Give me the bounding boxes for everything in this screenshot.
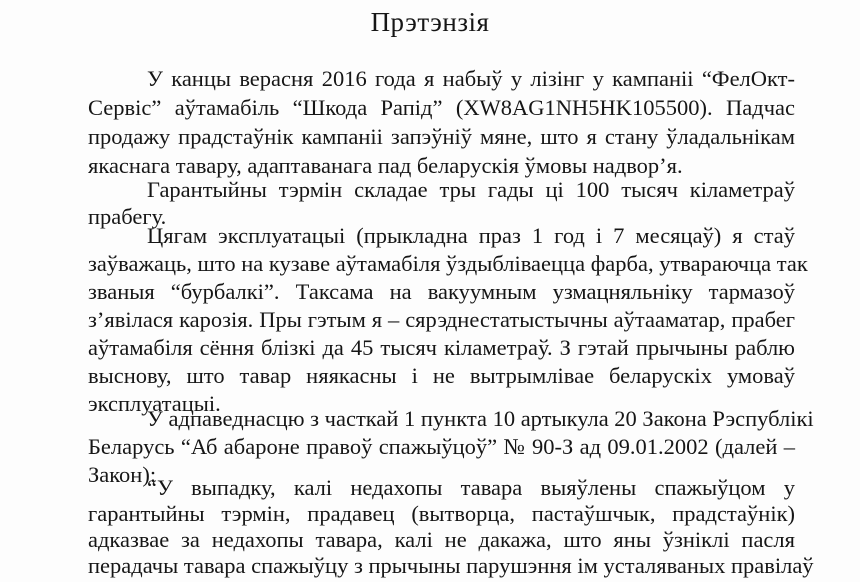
text-line: якаснага тавару, адаптаванага пад беларускія ўмовы надвор’я. xyxy=(88,153,683,178)
text-line: выснову, што тавар няякасны і не вытрымлівае беларускіх умоваў xyxy=(88,363,795,388)
text-line: гарантыйны тэрмін, прадавец (вытворца, пастаўшчык, прадстаўнік) xyxy=(88,501,795,526)
text-line: Цягам эксплуатацыі (прыкладна праз 1 год і 7 месяцаў) я стаў xyxy=(147,223,795,248)
text-line: аўтамабіля сёння блізкі да 45 тысяч кіламетраў. З гэтай прычыны раблю xyxy=(88,335,795,360)
text-line: У адпаведнасцю з часткай 1 пункта 10 артыкула 20 Закона Рэспублікі xyxy=(147,406,814,431)
text-line: адказвае за недахопы тавара, калі не дакажа, што яны ўзніклі пасля xyxy=(88,527,795,552)
text-line: заўважаць, што на кузаве аўтамабіля ўздыбліваецца фарба, утвараючца так xyxy=(88,251,808,276)
text-line: эксплуатацыі. xyxy=(88,391,221,416)
text-line: з’явілася карозія. Пры гэтым я – сярэднестатыстычны аўтааматар, прабег xyxy=(88,307,795,332)
text-line: Гарантыйны тэрмін складае тры гады ці 100 тысяч кіламетраў xyxy=(147,177,795,202)
text-line: перадачы тавара спажыўцу з прычыны парушэння ім усталяваных правілаў xyxy=(88,553,814,578)
text-line: прабегу. xyxy=(88,204,167,229)
text-line: Закон): xyxy=(88,462,157,487)
text-line: У канцы верасня 2016 года я набыў у лізінг у кампаніі “ФелОкт- xyxy=(147,66,795,91)
text-line: Беларусь “Аб абароне правоў спажыўцоў” № 90-З ад 09.01.2002 (далей – xyxy=(88,434,795,459)
text-line: “У выпадку, калі недахопы тавара выяўлены спажыўцом у xyxy=(147,475,795,500)
text-line: продажу прадстаўнік кампаніі запэўніў мяне, што я стану ўладальнікам xyxy=(88,124,795,149)
document-title: Прэтэнзія xyxy=(370,7,490,37)
text-line: званыя “бурбалкі”. Таксама на вакуумным узмацняльніку тармазоў xyxy=(88,279,795,304)
text-line: Сервіс” аўтамабіль “Шкода Рапід” (XW8AG1NH5HK105500). Падчас xyxy=(88,95,795,120)
